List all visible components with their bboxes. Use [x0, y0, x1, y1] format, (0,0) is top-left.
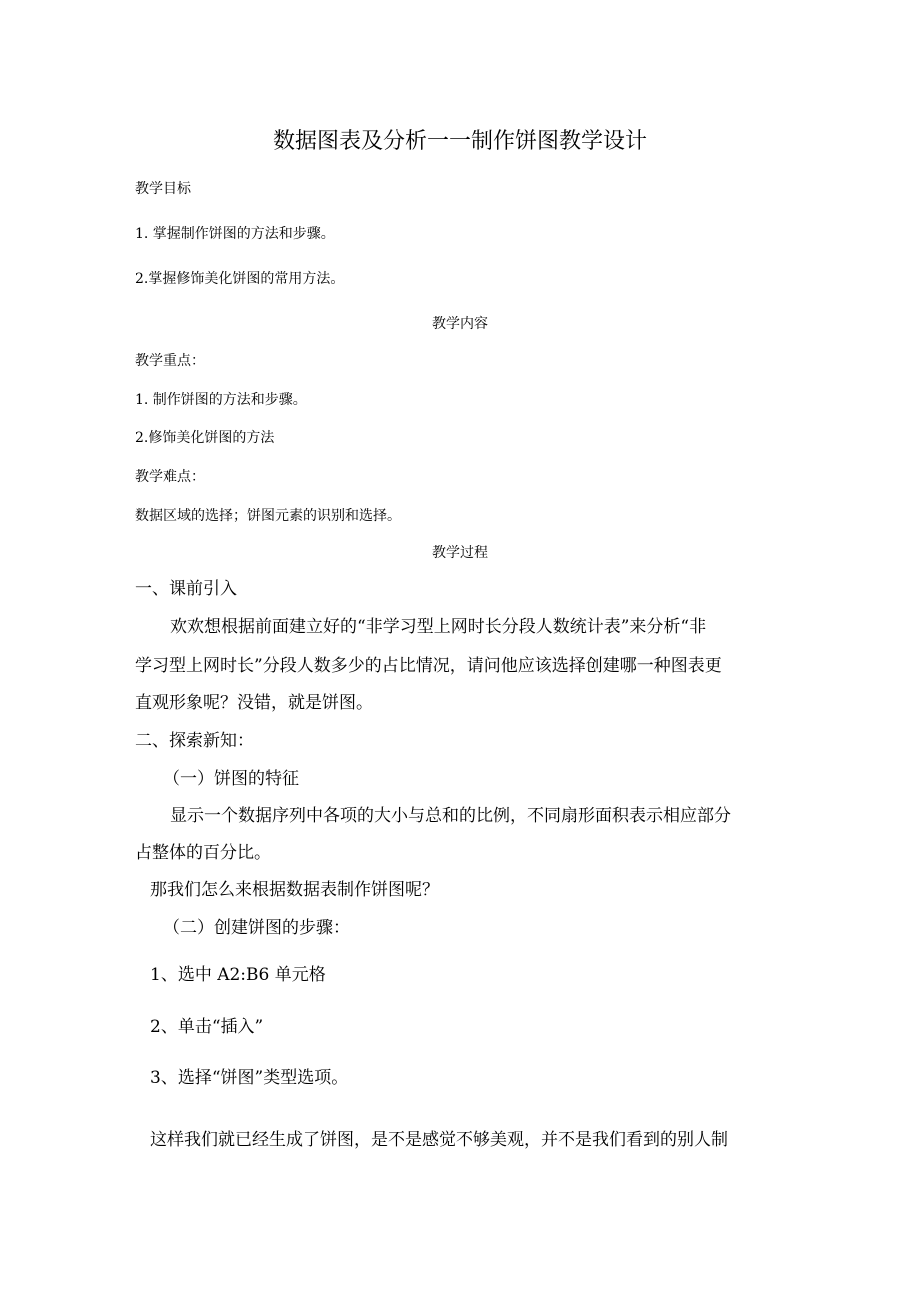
process-heading: 教学过程 [432, 545, 488, 561]
subsection-steps: （二）创建饼图的步骤： [163, 918, 350, 938]
key-points-label: 教学重点： [135, 353, 205, 369]
content-heading: 教学内容 [432, 316, 488, 332]
goal-item-2: 2.掌握修饰美化饼图的常用方法。 [135, 271, 345, 287]
document-title: 数据图表及分析一一制作饼图教学设计 [272, 129, 647, 154]
feature-paragraph-line-2: 占整体的百分比。 [135, 843, 271, 863]
difficulty-text: 数据区域的选择；饼图元素的识别和选择。 [135, 508, 401, 524]
closing-paragraph-line: 这样我们就已经生成了饼图，是不是感觉不够美观，并不是我们看到的别人制 [150, 1130, 728, 1150]
key-point-2: 2.修饰美化饼图的方法 [135, 430, 275, 446]
goal-item-1: 1. 掌握制作饼图的方法和步骤。 [135, 226, 335, 242]
intro-paragraph-line-3: 直观形象呢？没错，就是饼图。 [135, 693, 373, 713]
step-2: 2、单击“插入” [150, 1017, 264, 1037]
subsection-feature: （一）饼图的特征 [163, 769, 299, 789]
key-point-1: 1. 制作饼图的方法和步骤。 [135, 392, 307, 408]
section-explore: 二、探索新知： [135, 731, 254, 751]
question-line: 那我们怎么来根据数据表制作饼图呢？ [150, 880, 439, 900]
intro-paragraph-line-2: 学习型上网时长”分段人数多少的占比情况，请问他应该选择创建哪一种图表更 [135, 656, 722, 676]
feature-paragraph-line-1: 显示一个数据序列中各项的大小与总和的比例，不同扇形面积表示相应部分 [170, 806, 731, 826]
section-intro: 一、课前引入 [135, 579, 237, 599]
intro-paragraph-line-1: 欢欢想根据前面建立好的“非学习型上网时长分段人数统计表”来分析“非 [170, 617, 707, 637]
step-1: 1、选中 A2:B6 单元格 [150, 965, 326, 985]
difficulty-label: 教学难点： [135, 469, 205, 485]
goals-heading: 教学目标 [135, 181, 191, 197]
step-3: 3、选择“饼图”类型选项。 [150, 1068, 349, 1088]
